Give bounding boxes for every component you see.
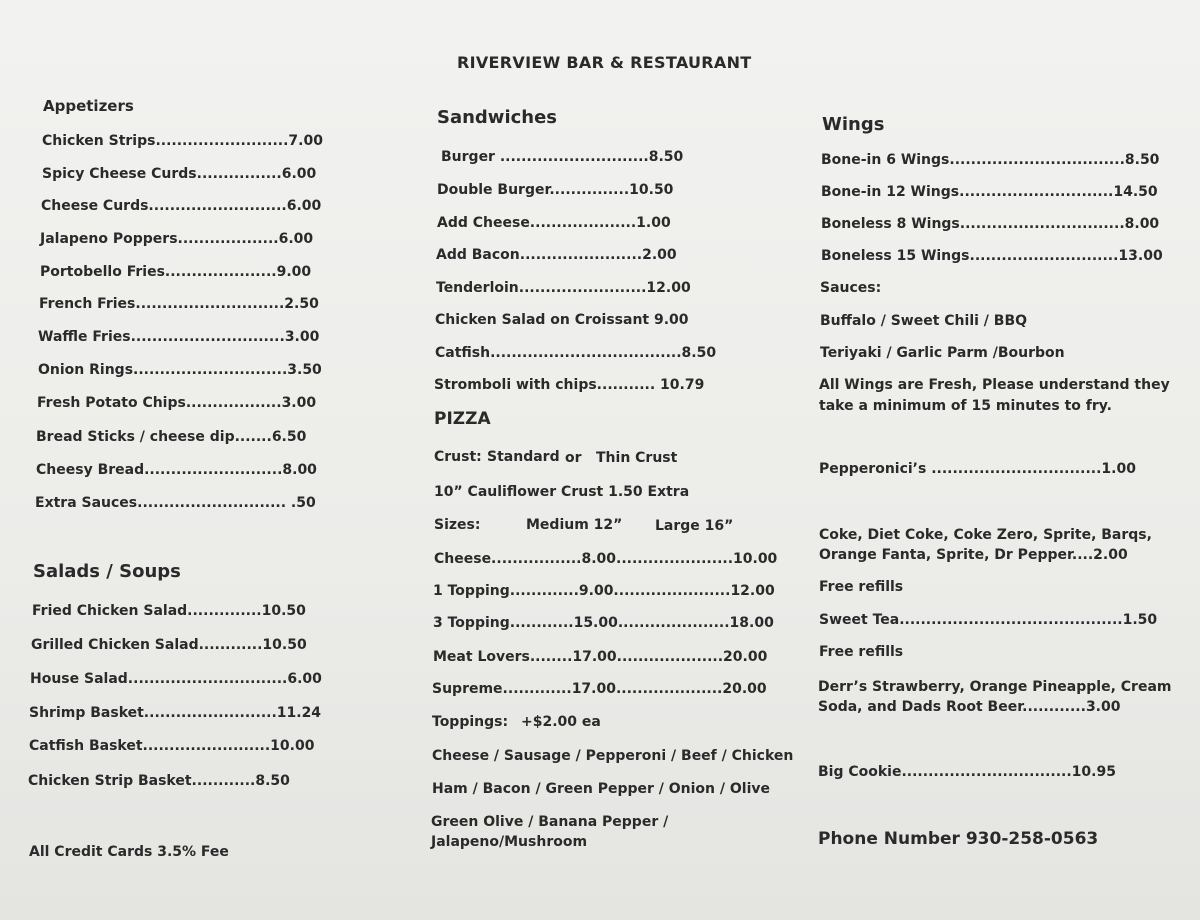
menu-title: RIVERVIEW BAR & RESTAURANT	[457, 53, 752, 72]
toppings-line: Jalapeno/Mushroom	[431, 834, 588, 850]
menu-item: Fresh Potato Chips..................3.00	[37, 395, 317, 411]
menu-item: Jalapeno Poppers...................6.00	[40, 231, 314, 247]
soda-line: Orange Fanta, Sprite, Dr Pepper....2.00	[819, 547, 1128, 563]
menu-item: Burger ............................8.50	[441, 149, 684, 165]
menu-item: Bone-in 6 Wings.................................8.50	[821, 152, 1160, 168]
menu-item: Portobello Fries.....................9.00	[40, 264, 312, 280]
phone-number: Phone Number 930-258-0563	[818, 829, 1099, 849]
menu-item: Double Burger...............10.50	[437, 182, 674, 198]
pizza-item: Meat Lovers........17.00....................20.00	[433, 649, 768, 665]
salads-heading: Salads / Soups	[33, 561, 181, 582]
wings-note: All Wings are Fresh, Please understand they	[819, 377, 1170, 393]
credit-card-note: All Credit Cards 3.5% Fee	[29, 844, 229, 860]
toppings-line: Cheese / Sausage / Pepperoni / Beef / Chicken	[432, 748, 794, 764]
menu-item: Extra Sauces............................ .50	[35, 495, 316, 511]
big-cookie-item: Big Cookie................................10.95	[818, 764, 1116, 780]
menu-item: Stromboli with chips........... 10.79	[434, 377, 705, 393]
crust-label: Crust:	[434, 449, 482, 465]
menu-item: Cheese Curds..........................6.00	[41, 198, 322, 214]
menu-item: Tenderloin........................12.00	[436, 280, 691, 296]
crust-standard: Standard	[487, 449, 560, 465]
pizza-item: Supreme.............17.00....................20.00	[432, 681, 767, 697]
menu-item: Fried Chicken Salad..............10.50	[32, 603, 306, 619]
menu-item: Waffle Fries.............................3.00	[38, 329, 320, 345]
soda-line: Coke, Diet Coke, Coke Zero, Sprite, Barqs,	[819, 527, 1152, 543]
crust-or: or	[565, 450, 582, 466]
toppings-line: Green Olive / Banana Pepper /	[431, 814, 669, 830]
menu-item: Catfish....................................8.50	[435, 345, 717, 361]
derrs-line: Derr’s Strawberry, Orange Pineapple, Cream	[818, 679, 1172, 695]
cauliflower-crust: 10” Cauliflower Crust 1.50 Extra	[434, 484, 690, 500]
wings-note: take a minimum of 15 minutes to fry.	[819, 398, 1112, 414]
sauces-line: Teriyaki / Garlic Parm /Bourbon	[820, 345, 1065, 361]
pizza-heading: PIZZA	[434, 409, 491, 429]
sandwiches-heading: Sandwiches	[437, 107, 558, 128]
menu-item: Chicken Salad on Croissant 9.00	[435, 312, 689, 328]
pizza-item: Cheese.................8.00......................10.00	[434, 551, 778, 567]
menu-item: Shrimp Basket.........................11.24	[29, 705, 322, 721]
crust-thin: Thin Crust	[596, 450, 678, 466]
toppings-price: +$2.00 ea	[521, 714, 601, 730]
sauces-label: Sauces:	[820, 280, 882, 296]
appetizers-heading: Appetizers	[43, 97, 134, 115]
sauces-line: Buffalo / Sweet Chili / BBQ	[820, 313, 1028, 329]
menu-item: Grilled Chicken Salad............10.50	[31, 637, 307, 653]
menu-item: Chicken Strip Basket............8.50	[28, 773, 290, 789]
wings-heading: Wings	[822, 114, 885, 135]
menu-item: Onion Rings.............................3.50	[38, 362, 322, 378]
pepperonicis-item: Pepperonici’s ................................1.00	[819, 461, 1136, 477]
toppings-label: Toppings:	[432, 714, 509, 730]
menu-item: House Salad..............................6.00	[30, 671, 322, 687]
free-refills: Free refills	[819, 644, 904, 660]
size-large: Large 16”	[655, 518, 734, 534]
size-medium: Medium 12”	[526, 517, 623, 533]
menu-item: French Fries............................2.50	[39, 296, 319, 312]
menu-item: Boneless 15 Wings............................13.00	[821, 248, 1163, 264]
pizza-item: 1 Topping.............9.00......................12.00	[433, 583, 775, 599]
menu-item: Cheesy Bread..........................8.00	[36, 462, 317, 478]
pizza-item: 3 Topping............15.00.....................18.00	[433, 615, 774, 631]
free-refills: Free refills	[819, 579, 904, 595]
menu-item: Boneless 8 Wings...............................8.00	[821, 216, 1160, 232]
menu-item: Add Bacon.......................2.00	[436, 247, 677, 263]
toppings-line: Ham / Bacon / Green Pepper / Onion / Olive	[432, 781, 770, 797]
sweet-tea-item: Sweet Tea..........................................1.50	[819, 612, 1158, 628]
menu-item: Add Cheese....................1.00	[437, 215, 671, 231]
menu-item: Bone-in 12 Wings.............................14.50	[821, 184, 1158, 200]
menu-item: Spicy Cheese Curds................6.00	[42, 166, 317, 182]
sizes-label: Sizes:	[434, 517, 481, 533]
menu-item: Catfish Basket........................10.00	[29, 738, 315, 754]
derrs-line: Soda, and Dads Root Beer............3.00	[818, 699, 1121, 715]
menu-item: Bread Sticks / cheese dip.......6.50	[36, 429, 307, 445]
menu-item: Chicken Strips.........................7.00	[42, 133, 323, 149]
